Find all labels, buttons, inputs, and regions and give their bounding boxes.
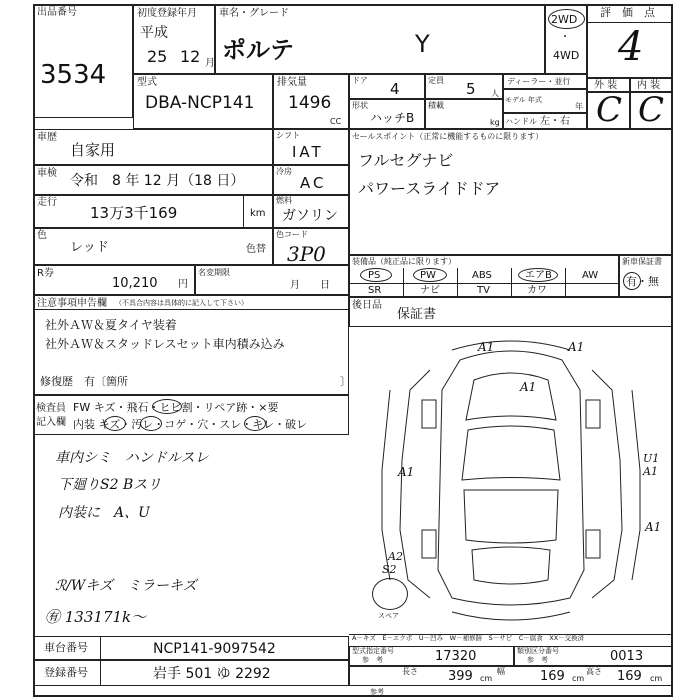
length-unit: cm (480, 674, 493, 683)
grade: Y (415, 30, 430, 58)
damage-mark: A1 (568, 340, 585, 354)
damage-mark: S2 (382, 563, 397, 576)
km-unit: km (250, 208, 266, 219)
plate: 岩手 501 ゆ 2292 (153, 666, 271, 682)
era: 平成 (140, 25, 168, 41)
doors-label: ドア (352, 76, 368, 85)
warranty-circle (623, 272, 641, 290)
post-items-label: 後日品 (352, 300, 382, 311)
equipment-abs: ABS (472, 270, 492, 281)
drive-4wd: 4WD (553, 49, 580, 62)
load-label: 積載 (428, 101, 444, 110)
use-label: 車歴 (37, 132, 57, 143)
damage-mark: A1 (645, 520, 662, 534)
chassis: NCP141-9097542 (153, 641, 276, 657)
equipment-navi: ナビ (420, 285, 440, 296)
class-no-label: 類別区分番号 (517, 647, 559, 655)
capacity-label: 定員 (428, 76, 444, 85)
name-change-label: 名変期限 (198, 268, 230, 277)
equipment-pw: PW (420, 270, 436, 281)
displacement: 1496 (288, 93, 332, 113)
height-label: 高さ (586, 667, 602, 676)
cc-unit: CC (330, 117, 342, 126)
color-row (33, 228, 273, 265)
handle: 左・右 (540, 116, 570, 127)
color: レッド (70, 240, 109, 255)
damage-legend: A－キズ E－エクボ U－凹み W－補修跡 S－サビ C－腐食 XX－交換済 (352, 634, 585, 642)
sales-points-label: セールスポイント（正常に機能するものに限ります） (352, 132, 544, 141)
ac: AC (300, 174, 327, 192)
lot-number: 3534 (40, 60, 107, 90)
recycle-label: R券 (37, 268, 54, 279)
reg-year: 25 (147, 47, 168, 66)
score-label: 評 価 点 (600, 6, 655, 19)
kg-unit: kg (490, 118, 500, 127)
notes-sub: （不具合内容は具体的に記入して下さい） (115, 299, 248, 307)
model-year-label: モデル 年式 (505, 96, 542, 104)
type-no-sub: 参 考 (362, 656, 383, 664)
mileage: 13万3千169 (90, 204, 178, 222)
type-no: 17320 (435, 649, 477, 664)
handwritten-note: 内装に A、U (58, 505, 150, 521)
class-no-sub: 参 考 (527, 656, 548, 664)
use: 自家用 (70, 141, 116, 159)
reg-month: 12 (180, 47, 201, 66)
model-label: 型式 (137, 77, 157, 88)
inspection: 令和 8 年 12 月（18 日） (70, 173, 245, 189)
handwritten-note: ℛ/Wキズ ミラーキズ (55, 578, 197, 594)
equipment-tv: TV (477, 285, 490, 296)
exterior-label: 外 装 (594, 80, 618, 91)
mileage-label: 走行 (37, 197, 57, 208)
handle-label: ハンドル (505, 117, 537, 126)
type-no-label: 型式指定番号 (352, 647, 394, 655)
color-label: 色 (37, 230, 47, 241)
equipment-aw: AW (582, 270, 599, 281)
inspector-circle (140, 416, 162, 431)
inspector-circle (152, 399, 182, 414)
person-unit: 人 (491, 89, 499, 98)
equipment-leather: カワ (527, 285, 547, 296)
damage-mark: A2 (388, 550, 403, 563)
post-items: 保証書 (397, 307, 437, 322)
first-reg-label: 初度登録年月 (137, 8, 197, 19)
doors: 4 (390, 80, 400, 98)
inspector-row: 内装 キズ・汚レ・コゲ・穴・スレ・キレ・破レ (73, 418, 308, 431)
name-label: 車名・グレード (219, 8, 289, 19)
plate-label: 登録番号 (44, 666, 88, 679)
damage-mark: A1 (520, 380, 537, 394)
width-label: 幅 (497, 667, 505, 676)
note-line: 社外ＡＷ＆夏タイヤ装着 (45, 318, 177, 332)
color-code: 3P0 (287, 242, 326, 266)
ac-label: 冷房 (276, 167, 292, 176)
inspector-label: 記入欄 (36, 417, 66, 428)
month-unit: 月 (205, 58, 215, 69)
inspector-circle (104, 416, 126, 431)
displacement-label: 排気量 (277, 77, 307, 88)
dimension-ref: 参考 (370, 688, 384, 696)
chassis-label: 車台番号 (44, 641, 88, 654)
inspector-label: 検査員 (36, 403, 66, 414)
recycle: 10,210 (112, 276, 158, 291)
repair-label: 修復歴 有〔箇所 (40, 375, 128, 388)
damage-mark: A1 (398, 465, 415, 479)
damage-mark: U1 (643, 452, 660, 465)
exterior-grade: C (596, 90, 623, 130)
spare-label: スペア (378, 612, 399, 620)
year-unit: 年 (575, 102, 583, 111)
shift: IAT (292, 143, 324, 161)
fuel-label: 燃料 (276, 196, 292, 205)
drive-2wd: 2WD (551, 13, 578, 26)
sales-point-item: フルセグナビ (358, 151, 454, 170)
interior-label: 内 装 (637, 80, 661, 91)
height: 169 (617, 669, 642, 684)
width: 169 (540, 669, 565, 684)
spare-tire (372, 578, 408, 610)
body-label: 形状 (352, 101, 368, 110)
warranty-label: 新車保証書 (622, 257, 662, 266)
model: DBA-NCP141 (145, 93, 255, 113)
body: ハッチB (370, 111, 415, 125)
equipment-label: 装備品（純正品に限ります） (352, 257, 456, 266)
yen-unit: 円 (178, 279, 188, 290)
month-day: 月 日 (290, 280, 330, 291)
warranty: 有・無 (626, 275, 659, 288)
shift-label: シフト (276, 131, 300, 140)
sales-point-item: パワースライドドア (358, 179, 501, 198)
height-unit: cm (650, 674, 663, 683)
length: 399 (448, 669, 473, 684)
capacity: 5 (466, 80, 476, 98)
lot-label: 出品番号 (37, 7, 77, 18)
fuel: ガソリン (282, 208, 338, 224)
dealer-label: ディーラー・並行 (507, 77, 571, 86)
equipment-ps: PS (368, 270, 381, 281)
damage-mark: A1 (478, 340, 495, 354)
color-code-label: 色コード (276, 230, 308, 239)
handwritten-note: ㊒ 133171k〜 (45, 608, 147, 626)
use-row (33, 129, 273, 165)
inspector-row: FW キズ・飛石・ヒビ割・リペア跡・×要 (73, 401, 279, 414)
interior-grade: C (638, 90, 665, 130)
length-label: 長さ (402, 667, 418, 676)
width-unit: cm (572, 674, 585, 683)
notes-label: 注意事項申告欄 (37, 298, 107, 309)
handwritten-note: 車内シミ ハンドルスレ (55, 450, 209, 466)
color-swap-label: 色替 (246, 244, 266, 255)
inspection-label: 車検 (37, 168, 57, 179)
drive-dot: ・ (560, 32, 570, 43)
repair-end: 〕 (340, 375, 351, 388)
equipment-airbag: エアB (525, 270, 552, 281)
inspector-circle (244, 416, 266, 431)
car-name: ポルテ (222, 36, 294, 64)
class-no: 0013 (610, 649, 644, 664)
note-line: 社外ＡＷ＆スタッドレスセット車内積み込み (45, 337, 285, 351)
equipment-sr: SR (368, 285, 382, 296)
handwritten-note: 下廻りS2 Bスリ (58, 477, 162, 493)
score: 4 (618, 24, 644, 70)
damage-mark: A1 (643, 465, 658, 478)
